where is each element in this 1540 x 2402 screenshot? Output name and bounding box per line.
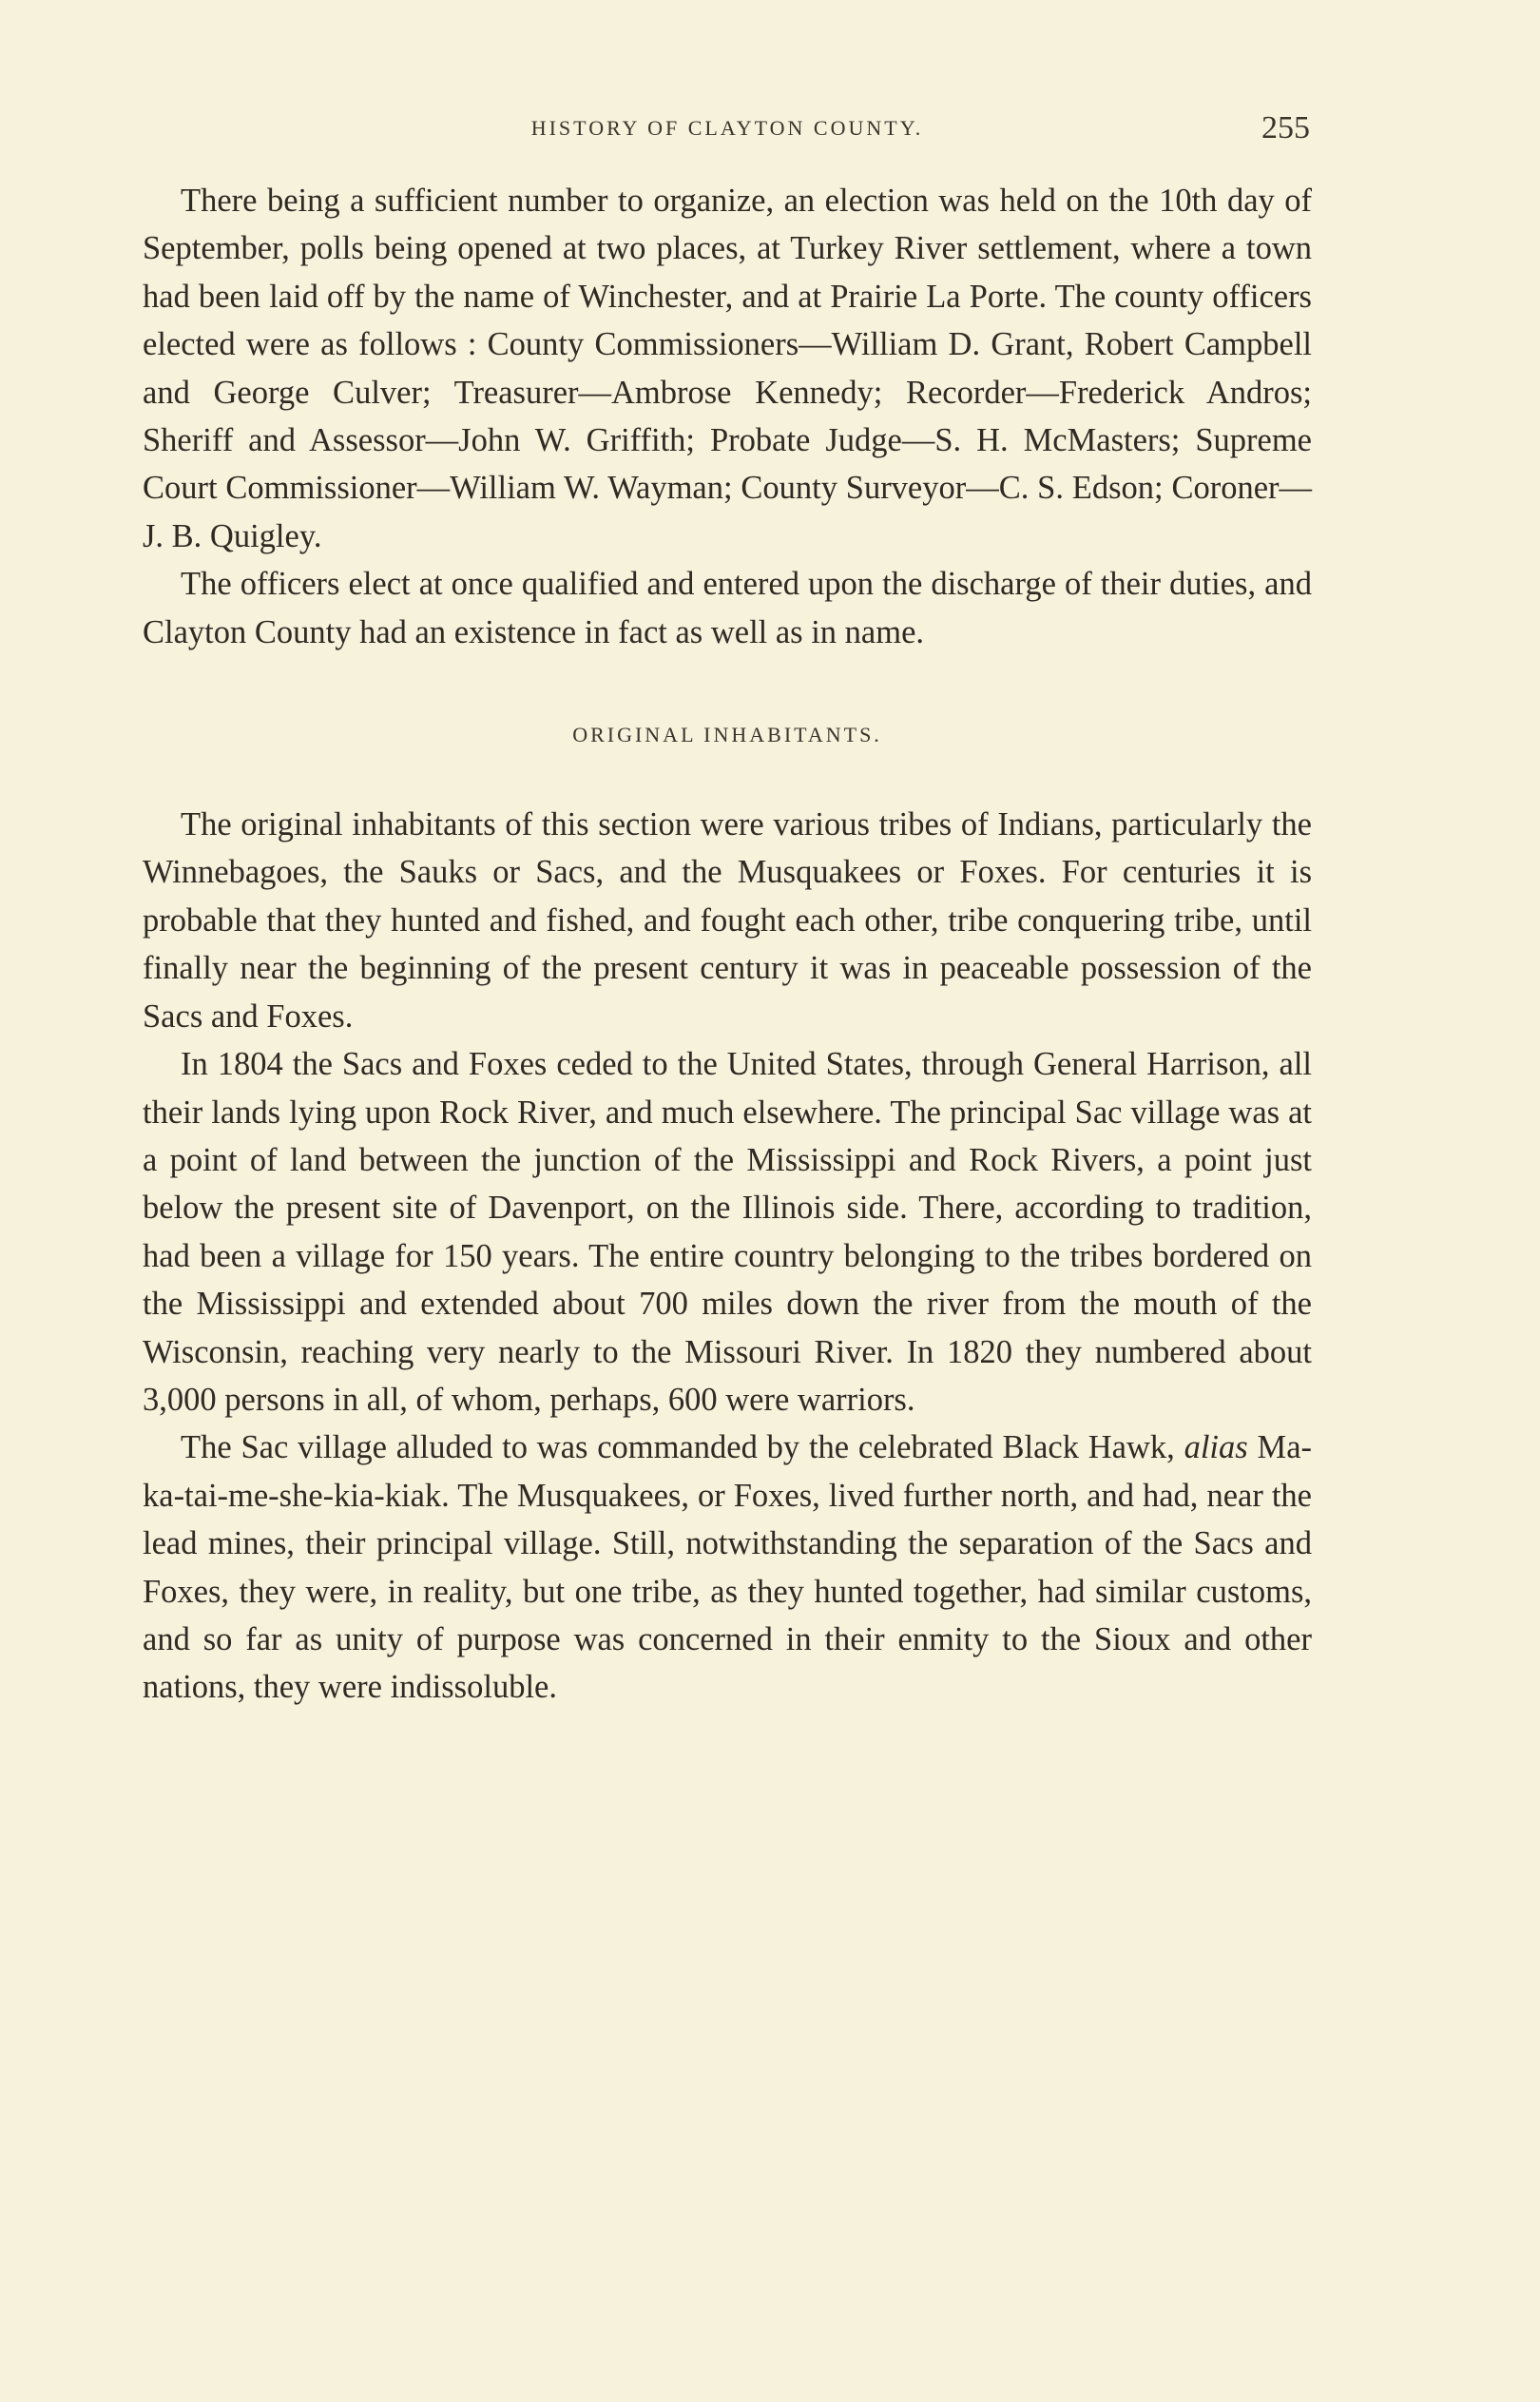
paragraph-original-inhabitants: The original inhabitants of this section were various tribes of Indians, particularly the Winnebagoes, the Sauks or Sacs, and the Musquakees or Foxes. For centuries it is probable that they hunted and fished, and fought each other, tribe conquering tribe, until finally near the beginning of the present century it was in peaceable possession of the Sacs and Foxes.	[143, 806, 1312, 1035]
italic-word: alias	[1184, 1429, 1248, 1466]
section-heading: ORIGINAL INHABITANTS.	[572, 723, 882, 747]
page-number: 255	[1261, 110, 1310, 145]
paragraph-officers: The officers elect at once qualified and entered upon the discharge of their duties, and Clayton County had an existence in fact as well as in name.	[143, 566, 1312, 650]
text-segment: The Sac village alluded to was commanded by the celebrated Black Hawk,	[181, 1429, 1184, 1466]
book-page	[143, 112, 1312, 1712]
running-head-title: HISTORY OF CLAYTON COUNTY.	[530, 116, 924, 140]
paragraph-1804-cession: In 1804 the Sacs and Foxes ceded to the United States, through General Harrison, all their lands lying upon Rock River, and much elsewhere. The principal Sac village was at a point of land between the junction of the Mississippi and Rock Rivers, a point just below the present site of Davenport, on the Illinois side. There, according to tradition, had been a village for 150 years. The entire country belonging to the tribes bordered on the Mississippi and extended about 700 miles down the river from the mouth of the Wisconsin, reaching very nearly to the Missouri River. In 1820 they numbered about 3,000 persons in all, of whom, perhaps, 600 were warriors.	[143, 1046, 1312, 1418]
running-head	[143, 112, 1312, 169]
paragraph-black-hawk	[143, 1424, 1312, 1711]
text-segment: Ma-ka-tai-me-she-kia-kiak. The Musquakees, or Foxes, lived further north, and had, near the lead mines, their principal village. Still, notwithstanding the separation of the Sacs and Foxes, they were, in reality, but one tribe, as they hunted together, had similar customs, and so far as unity of purpose was concerned in their enmity to the Sioux and other nations, they were indissoluble.	[143, 1429, 1312, 1706]
paragraph-election: There being a sufficient number to organize, an election was held on the 10th day of September, polls being opened at two places, at Turkey River settlement, where a town had been laid off by the name of Winchester, and at Prairie La Porte. The county officers elected were as follows : County Commissioners—William D. Grant, Robert Campbell and George Culver; Treasurer—Ambrose Kennedy; Recorder—Frederick Andros; Sheriff and Assessor—John W. Griffith; Probate Judge—S. H. McMasters; Supreme Court Commissioner—William W. Wayman; County Surveyor—C. S. Edson; Coroner—J. B. Quigley.	[143, 183, 1312, 554]
